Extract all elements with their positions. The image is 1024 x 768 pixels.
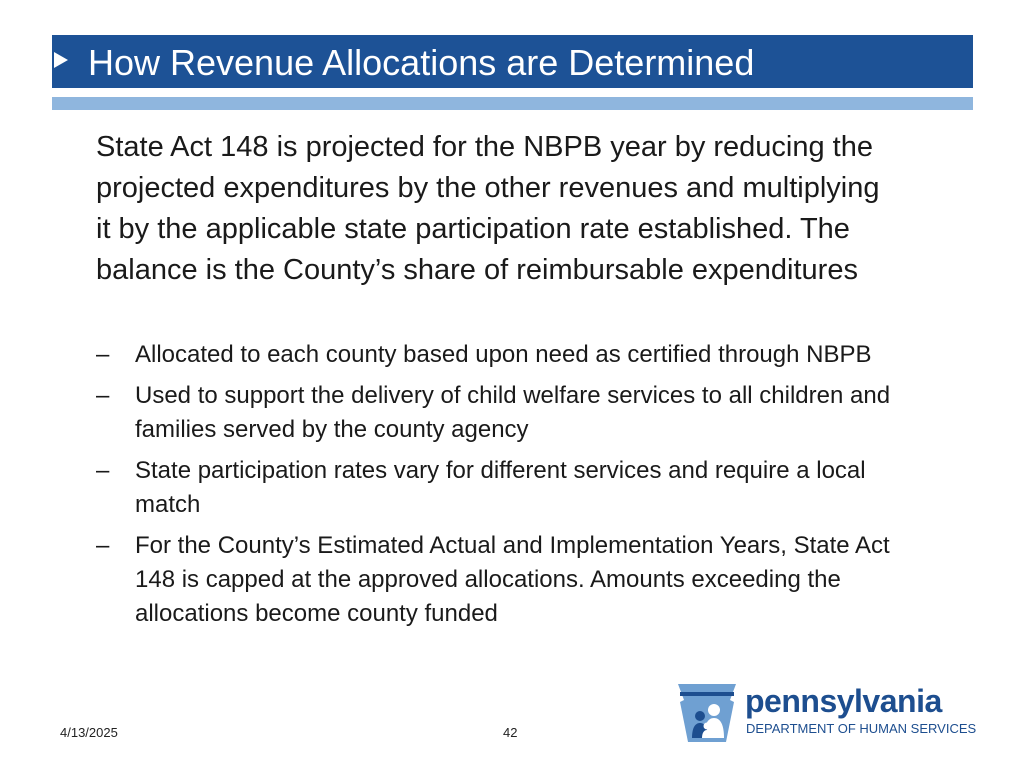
list-item bbox=[96, 338, 936, 372]
bullet-text: Allocated to each county based upon need as certified through NBPB bbox=[135, 341, 872, 368]
main-paragraph: State Act 148 is projected for the NBPB year by reducing the projected expenditures by the other revenues and multiplying it by the applicable state participation rate established. The balance is the County’s share of reimbursable expenditures bbox=[96, 131, 880, 286]
bullet-dash: – bbox=[96, 382, 110, 409]
bullet-text: For the County’s Estimated Actual and Implementation Years, State Act 148 is capped at the approved allocations. Amounts exceeding the allocations become county funded bbox=[135, 532, 890, 627]
bullet-dash: – bbox=[96, 532, 110, 559]
page-number: 42 bbox=[503, 725, 518, 740]
bullet-text: State participation rates vary for different services and require a local match bbox=[135, 457, 866, 518]
pennsylvania-dhs-logo bbox=[674, 682, 984, 748]
bullet-text: Used to support the delivery of child welfare services to all children and families served by the county agency bbox=[135, 382, 891, 443]
footer-date: 4/13/2025 bbox=[60, 725, 118, 740]
list-item bbox=[96, 379, 936, 447]
list-item bbox=[96, 529, 936, 631]
bullet-dash: – bbox=[96, 341, 110, 368]
bullet-list bbox=[96, 338, 936, 638]
list-item bbox=[96, 454, 936, 522]
keystone-family-icon bbox=[674, 682, 740, 744]
logo-department: DEPARTMENT OF HUMAN SERVICES bbox=[746, 721, 977, 736]
logo-name: pennsylvania bbox=[745, 683, 942, 719]
bullet-dash: – bbox=[96, 457, 110, 484]
title-underline bbox=[52, 97, 973, 110]
slide-title: How Revenue Allocations are Determined bbox=[88, 42, 755, 83]
title-arrow-icon bbox=[54, 52, 68, 68]
